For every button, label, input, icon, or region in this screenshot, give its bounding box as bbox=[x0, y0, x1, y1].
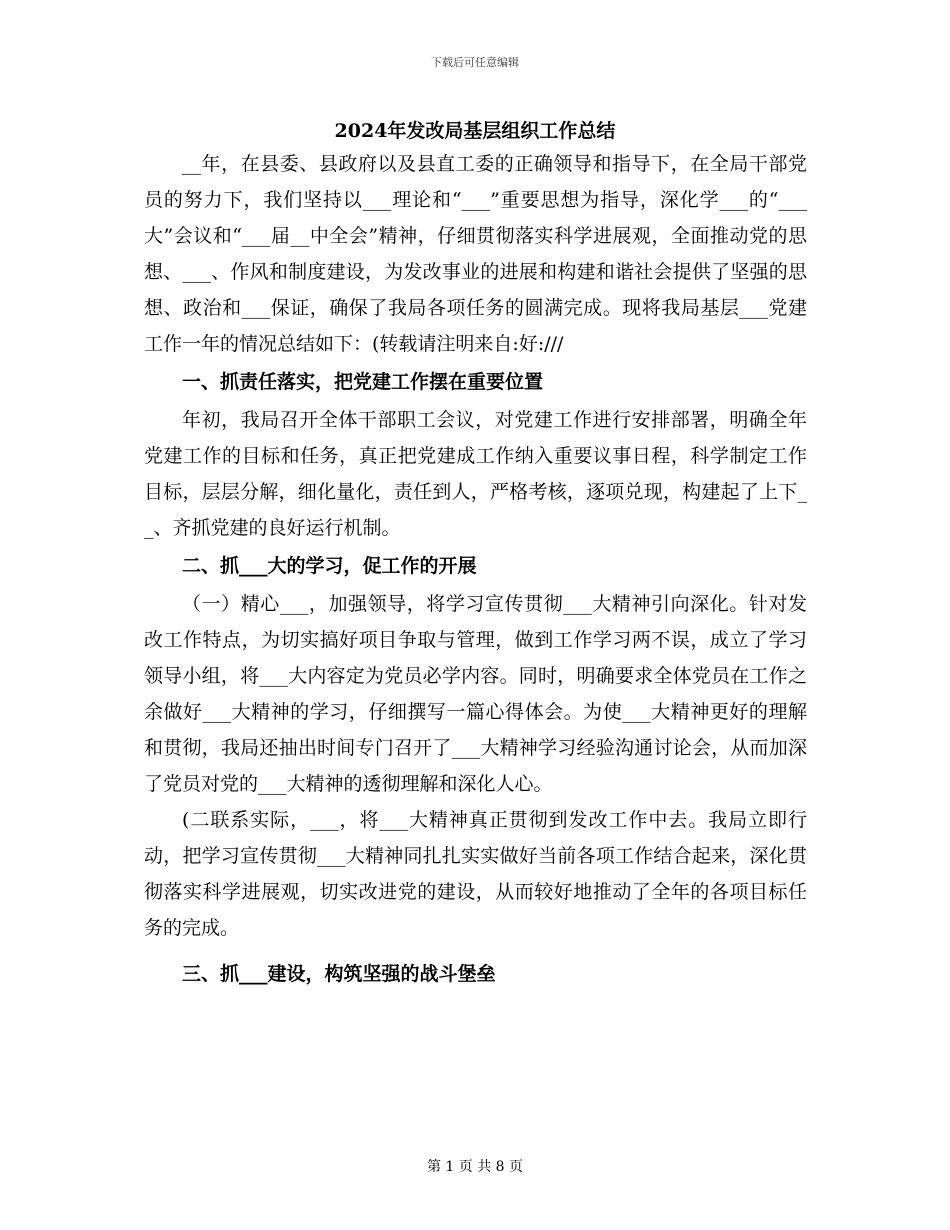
section-heading-2: 二、抓___大的学习，促工作的开展 bbox=[182, 555, 477, 577]
page-footer: 第 1 页 共 8 页 bbox=[426, 1159, 524, 1175]
paragraph-section-2-a: （一）精心___，加强领导，将学习宣传贯彻___大精神引向深化。针对发改工作特点，为切实搞好项目争取与管理，做到工作学习两不误，成立了学习领导小组，将___大内容定为党员必学内容。同时，明确要求全体党员在工作之余做好___大精神的学习，仔细撰写一篇心得体会。为使___大精神更好的理解和贯彻，我局还抽出时间专门召开了___大精神学习经验沟通讨论会，从而加深了党员对党的___大精神的透彻理解和深化人心。 bbox=[144, 593, 807, 795]
document-body bbox=[144, 146, 807, 994]
paragraph-section-1: 年初，我局召开全体干部职工会议，对党建工作进行安排部署，明确全年党建工作的目标和任务，真正把党建成工作纳入重要议事日程，科学制定工作目标，层层分解，细化量化，责任到人，严格考核，逐项兑现，构建起了上下__、齐抓党建的良好运行机制。 bbox=[144, 409, 807, 539]
paragraph-intro: __年，在县委、县政府以及县直工委的正确领导和指导下，在全局干部党员的努力下，我们坚持以___理论和“___”重要思想为指导，深化学___的“___大”会议和“___届__中全会”精神，仔细贯彻落实科学进展观，全面推动党的思想、___、作风和制度建设，为发改事业的进展和构建和谐社会提供了坚强的思想、政治和___保证，确保了我局各项任务的圆满完成。现将我局基层___党建工作一年的情况总结如下：(转载请注明来自:好:/// bbox=[144, 153, 807, 355]
paragraph-section-2-b: (二联系实际，___，将___大精神真正贯彻到发改工作中去。我局立即行动，把学习宣传贯彻___大精神同扎扎实实做好当前各项工作结合起来，深化贯彻落实科学进展观，切实改进党的建设，从而较好地推动了全年的各项目标任务的完成。 bbox=[144, 809, 807, 939]
section-heading-3: 三、抓___建设，构筑坚强的战斗堡垒 bbox=[182, 963, 496, 985]
document-title: 2024年发改局基层组织工作总结 bbox=[334, 120, 616, 142]
page-header: 下载后可任意编辑 bbox=[431, 56, 519, 69]
section-heading-1: 一、抓责任落实，把党建工作摆在重要位置 bbox=[182, 371, 544, 393]
